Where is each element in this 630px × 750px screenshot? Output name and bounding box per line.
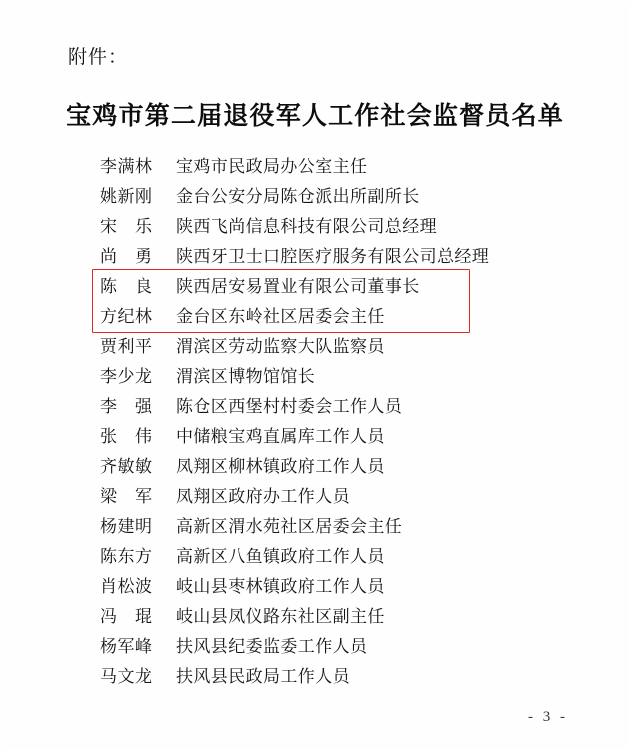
- person-position: 渭滨区博物馆馆长: [176, 367, 316, 386]
- person-position: 陕西飞尚信息科技有限公司总经理: [176, 217, 437, 236]
- page-title: 宝鸡市第二届退役军人工作社会监督员名单: [66, 103, 564, 130]
- list-item: [100, 242, 560, 272]
- person-position: 岐山县枣林镇政府工作人员: [176, 577, 385, 596]
- list-item: [100, 392, 560, 422]
- person-name: 马文龙: [100, 667, 153, 686]
- person-position: 金台公安分局陈仓派出所副所长: [176, 187, 420, 206]
- person-name: 贾利平: [100, 337, 153, 356]
- list-item: [100, 212, 560, 242]
- supervisor-name-list: [100, 152, 560, 692]
- list-item: [100, 362, 560, 392]
- person-position: 凤翔区政府办工作人员: [176, 487, 350, 506]
- person-name: 尚 勇: [100, 247, 153, 266]
- person-name: 冯 琨: [100, 607, 153, 626]
- list-item: [100, 482, 560, 512]
- person-position: 金台区东岭社区居委会主任: [176, 307, 385, 326]
- person-name: 李满林: [100, 157, 153, 176]
- list-item: [100, 152, 560, 182]
- person-name: 姚新刚: [100, 187, 153, 206]
- person-position: 宝鸡市民政局办公室主任: [176, 157, 368, 176]
- list-item: [100, 512, 560, 542]
- person-position: 陕西居安易置业有限公司董事长: [176, 277, 420, 296]
- person-name: 杨军峰: [100, 637, 153, 656]
- list-item: [100, 662, 560, 692]
- list-item: [100, 272, 560, 302]
- person-name: 陈 良: [100, 277, 153, 296]
- attachment-label: 附件：: [68, 47, 129, 68]
- list-item: [100, 572, 560, 602]
- person-position: 渭滨区劳动监察大队监察员: [176, 337, 385, 356]
- person-position: 中储粮宝鸡直属库工作人员: [176, 427, 385, 446]
- person-position: 陕西牙卫士口腔医疗服务有限公司总经理: [176, 247, 490, 266]
- list-item: [100, 632, 560, 662]
- list-item: [100, 602, 560, 632]
- person-position: 高新区八鱼镇政府工作人员: [176, 547, 385, 566]
- person-position: 岐山县凤仪路东社区副主任: [176, 607, 385, 626]
- list-item: [100, 452, 560, 482]
- person-position: 凤翔区柳林镇政府工作人员: [176, 457, 385, 476]
- list-item: [100, 332, 560, 362]
- person-name: 陈东方: [100, 547, 153, 566]
- person-name: 宋 乐: [100, 217, 153, 236]
- person-name: 李少龙: [100, 367, 153, 386]
- person-name: 齐敏敏: [100, 457, 153, 476]
- person-name: 梁 军: [100, 487, 153, 506]
- person-position: 高新区渭水苑社区居委会主任: [176, 517, 403, 536]
- list-item: [100, 542, 560, 572]
- person-position: 扶风县纪委监委工作人员: [176, 637, 368, 656]
- person-name: 李 强: [100, 397, 153, 416]
- person-position: 扶风县民政局工作人员: [176, 667, 350, 686]
- list-item: [100, 182, 560, 212]
- person-position: 陈仓区西堡村村委会工作人员: [176, 397, 403, 416]
- page-number: - 3 -: [528, 709, 568, 725]
- person-name: 肖松波: [100, 577, 153, 596]
- person-name: 张 伟: [100, 427, 153, 446]
- person-name: 方纪林: [100, 307, 153, 326]
- list-item: [100, 422, 560, 452]
- list-item: [100, 302, 560, 332]
- person-name: 杨建明: [100, 517, 153, 536]
